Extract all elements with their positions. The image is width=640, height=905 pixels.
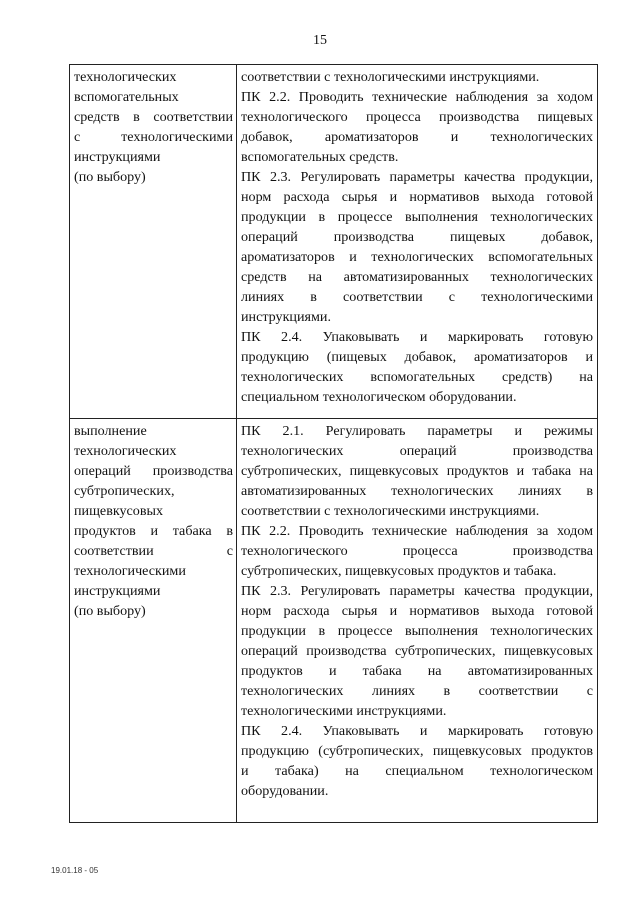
- text-line: технологического процесса производства пищевых: [241, 109, 593, 125]
- text-line: операций производства субтропических, пищевкусовых: [241, 643, 593, 659]
- text-line: технологических: [74, 443, 177, 459]
- text-line: операций производства: [74, 463, 233, 479]
- text-line: с технологическими: [74, 129, 233, 145]
- text-line: технологических вспомогательных средств) на: [241, 369, 593, 385]
- text-line: ПК 2.4. Упаковывать и маркировать готовую: [241, 723, 593, 739]
- text-line: продуктов и табака на автоматизированных: [241, 663, 593, 679]
- text-line: линиях в соответствии с технологическими: [241, 289, 593, 305]
- text-line: ПК 2.3. Регулировать параметры качества продукции,: [241, 169, 593, 185]
- text-line: оборудовании.: [241, 783, 329, 799]
- text-line: ПК 2.3. Регулировать параметры качества продукции,: [241, 583, 593, 599]
- text-line: технологических: [74, 69, 177, 85]
- text-line: ПК 2.2. Проводить технические наблюдения за ходом: [241, 89, 593, 105]
- text-line: вспомогательных средств.: [241, 149, 399, 165]
- text-line: технологических линиях в соответствии с: [241, 683, 593, 699]
- text-line: инструкциями: [74, 583, 161, 599]
- text-line: продуктов и табака в: [74, 523, 233, 539]
- table-row: [70, 419, 598, 823]
- text-line: инструкциями: [74, 149, 161, 165]
- text-line: ПК 2.2. Проводить технические наблюдения за ходом: [241, 523, 593, 539]
- text-line: технологического процесса производства: [241, 543, 593, 559]
- text-line: автоматизированных технологических линиях в: [241, 483, 593, 499]
- text-line: соответствии с технологическими инструкциями.: [241, 503, 540, 519]
- text-line: субтропических,: [74, 483, 175, 499]
- text-line: норм расхода сырья и нормативов выхода готовой: [241, 603, 593, 619]
- text-line: ПК 2.1. Регулировать параметры и режимы: [241, 423, 593, 439]
- text-line: выполнение: [74, 423, 147, 439]
- text-line: продукции в процессе выполнения технологических: [241, 623, 593, 639]
- text-line: (по выбору): [74, 603, 146, 619]
- text-line: ПК 2.4. Упаковывать и маркировать готовую: [241, 329, 593, 345]
- text-line: инструкциями.: [241, 309, 331, 325]
- text-line: соответствии с: [74, 543, 233, 559]
- text-line: норм расхода сырья и нормативов выхода готовой: [241, 189, 593, 205]
- text-line: технологическими инструкциями.: [241, 703, 447, 719]
- document-code: 19.01.18 - 05: [51, 866, 99, 875]
- table-row: [70, 65, 598, 419]
- text-line: субтропических, пищевкусовых продуктов и табака на: [241, 463, 593, 479]
- text-line: и табака) на специальном технологическом: [241, 763, 593, 779]
- competencies-cell: [237, 419, 598, 823]
- text-line: ароматизаторов и технологических вспомогательных: [241, 249, 593, 265]
- text-line: (по выбору): [74, 169, 146, 185]
- text-line: продукцию (субтропических, пищевкусовых продуктов: [241, 743, 593, 759]
- text-line: добавок, ароматизаторов и технологических: [241, 129, 593, 145]
- text-line: технологических операций производства: [241, 443, 593, 459]
- text-line: продукции в процессе выполнения технологических: [241, 209, 593, 225]
- text-line: пищевкусовых: [74, 503, 164, 519]
- text-line: вспомогательных: [74, 89, 179, 105]
- page-number: 15: [313, 33, 327, 48]
- text-line: специальном технологическом оборудовании.: [241, 389, 517, 405]
- activity-cell: [70, 419, 237, 823]
- text-line: технологическими: [74, 563, 186, 579]
- text-line: средств в соответствии: [74, 109, 233, 125]
- competencies-cell: [237, 65, 598, 419]
- activity-cell: [70, 65, 237, 419]
- text-line: средств на автоматизированных технологических: [241, 269, 593, 285]
- text-line: соответствии с технологическими инструкциями.: [241, 69, 540, 85]
- competency-table: [69, 64, 598, 823]
- text-line: продукцию (пищевых добавок, ароматизаторов и: [241, 349, 593, 365]
- text-line: операций производства пищевых добавок,: [241, 229, 593, 245]
- text-line: субтропических, пищевкусовых продуктов и табака.: [241, 563, 557, 579]
